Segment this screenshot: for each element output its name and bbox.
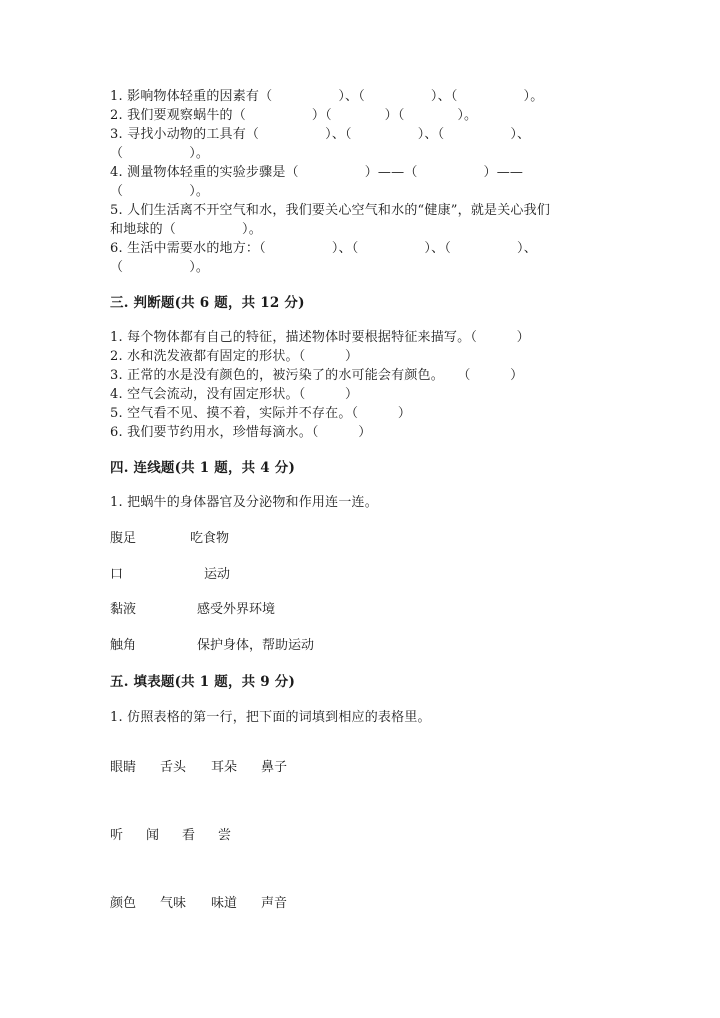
judge-section-heading: 三. 判断题(共 6 题，共 12 分) [110,295,305,311]
fill-in-question-4-line-1: 4. 测量物体轻重的实验步骤是（ ）——（ ）—— [110,165,524,180]
table-section-heading: 五. 填表题(共 1 题，共 9 分) [110,674,296,690]
word-row-3-item-1: 颜色 [110,896,137,911]
match-left-item-2: 口 [110,567,124,582]
fill-in-question-6-line-1: 6. 生活中需要水的地方：（ ）、（ ）、（ ）、 [110,241,537,256]
fill-in-question-3-line-1: 3. 寻找小动物的工具有（ ）、（ ）、（ ）、 [110,127,531,142]
word-row-2-item-2: 闻 [146,828,160,843]
fill-in-question-5-line-1: 5. 人们生活离不开空气和水，我们要关心空气和水的“健康”，就是关心我们 [110,203,551,218]
fill-in-question-5-line-2: 和地球的（ ）。 [110,222,262,237]
fill-in-question-3-line-2: （ ）。 [110,146,210,161]
match-question: 1. 把蜗牛的身体器官及分泌物和作用连一连。 [110,495,378,510]
judge-item-3: 3. 正常的水是没有颜色的，被污染了的水可能会有颜色。 （ ） [110,368,524,383]
word-row-1-item-2: 舌头 [160,760,187,775]
word-row-2-item-1: 听 [110,828,124,843]
word-row-2-item-4: 尝 [218,828,232,843]
word-row-2-item-3: 看 [182,828,196,843]
match-right-item-1: 吃食物 [190,531,230,546]
judge-item-1: 1. 每个物体都有自己的特征，描述物体时要根据特征来描写。（ ） [110,330,530,345]
match-right-item-4: 保护身体，帮助运动 [197,638,315,653]
match-right-item-2: 运动 [204,567,231,582]
judge-item-5: 5. 空气看不见、摸不着，实际并不存在。（ ） [110,406,412,421]
judge-item-2: 2. 水和洗发液都有固定的形状。（ ） [110,349,359,364]
word-row-1-item-1: 眼睛 [110,760,137,775]
word-row-1-item-3: 耳朵 [211,760,238,775]
fill-in-question-4-line-2: （ ）。 [110,184,210,199]
table-question: 1. 仿照表格的第一行，把下面的词填到相应的表格里。 [110,710,431,725]
fill-in-question-2: 2. 我们要观察蜗牛的（ ）（ ）（ ）。 [110,108,478,123]
word-row-3-item-2: 气味 [160,896,187,911]
word-row-3-item-3: 味道 [211,896,238,911]
judge-item-4: 4. 空气会流动，没有固定形状。（ ） [110,387,359,402]
match-section-heading: 四. 连线题(共 1 题，共 4 分) [110,460,296,476]
match-left-item-1: 腹足 [110,531,137,546]
match-left-item-3: 黏液 [110,602,137,617]
judge-item-6: 6. 我们要节约用水，珍惜每滴水。（ ） [110,425,372,440]
fill-in-question-6-line-2: （ ）。 [110,260,210,275]
fill-in-question-1: 1. 影响物体轻重的因素有（ ）、（ ）、（ ）。 [110,89,544,104]
word-row-1-item-4: 鼻子 [261,760,288,775]
match-right-item-3: 感受外界环境 [197,602,276,617]
word-row-3-item-4: 声音 [261,896,288,911]
match-left-item-4: 触角 [110,638,137,653]
